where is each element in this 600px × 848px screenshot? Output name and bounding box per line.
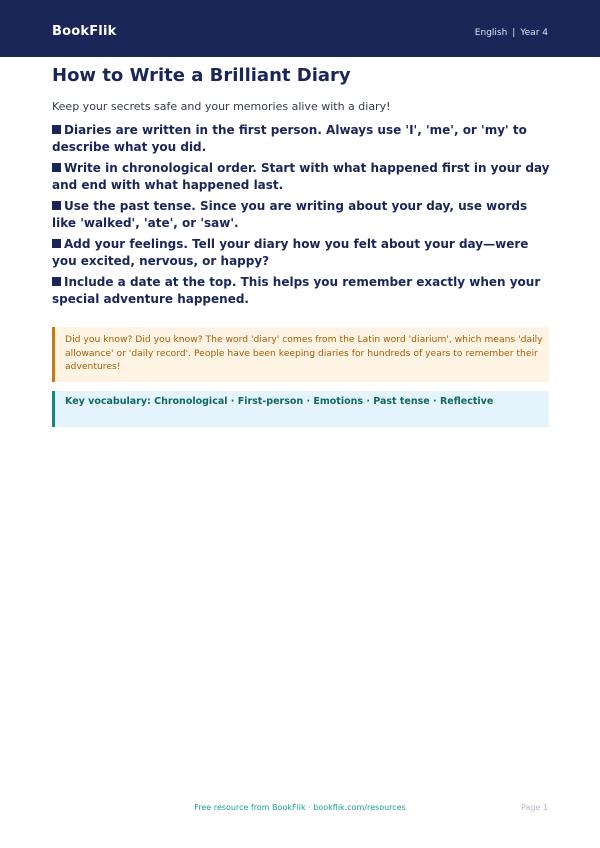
separator: | xyxy=(512,28,516,38)
square-bullet-icon xyxy=(52,239,61,248)
tip-text: Diaries are written in the first person. Always use 'I', 'me', or 'my' to describe what you did. xyxy=(52,123,527,154)
brand-logo[interactable]: BookFlik xyxy=(52,24,117,39)
page-number: Page 1 xyxy=(521,803,548,812)
subject-meta xyxy=(475,28,548,38)
subject-label: English xyxy=(474,28,508,38)
did-you-know-box: Did you know? Did you know? The word 'diary' comes from the Latin word 'diarium', which means 'daily allowance' or 'daily record'. People have been keeping diaries for hundreds of years to remember their adventures! xyxy=(52,327,549,382)
square-bullet-icon xyxy=(52,163,61,172)
tip-text: Use the past tense. Since you are writing about your day, use words like 'walked', 'ate', or 'saw'. xyxy=(52,199,528,230)
footer-link[interactable]: Free resource from BookFlik · bookflik.com/resources xyxy=(194,803,406,812)
tip-text: Add your feelings. Tell your diary how you felt about your day—were you excited, nervous, or happy? xyxy=(52,237,529,268)
square-bullet-icon xyxy=(52,201,61,210)
square-bullet-icon xyxy=(52,125,61,134)
list-item xyxy=(52,198,552,232)
page-title: How to Write a Brilliant Diary xyxy=(52,65,351,86)
list-item xyxy=(52,160,552,194)
tip-text: Include a date at the top. This helps you remember exactly when your special adventure happened. xyxy=(52,275,541,306)
list-item xyxy=(52,122,552,156)
intro-text: Keep your secrets safe and your memories alive with a diary! xyxy=(52,100,391,113)
header-bar xyxy=(0,0,600,57)
year-label: Year 4 xyxy=(520,28,548,38)
key-vocabulary-box: Key vocabulary: Chronological · First-person · Emotions · Past tense · Reflective xyxy=(52,391,549,427)
list-item xyxy=(52,274,552,308)
list-item xyxy=(52,236,552,270)
square-bullet-icon xyxy=(52,277,61,286)
tip-text: Write in chronological order. Start with what happened first in your day and end with what happened last. xyxy=(52,161,550,192)
tips-list xyxy=(52,122,552,312)
